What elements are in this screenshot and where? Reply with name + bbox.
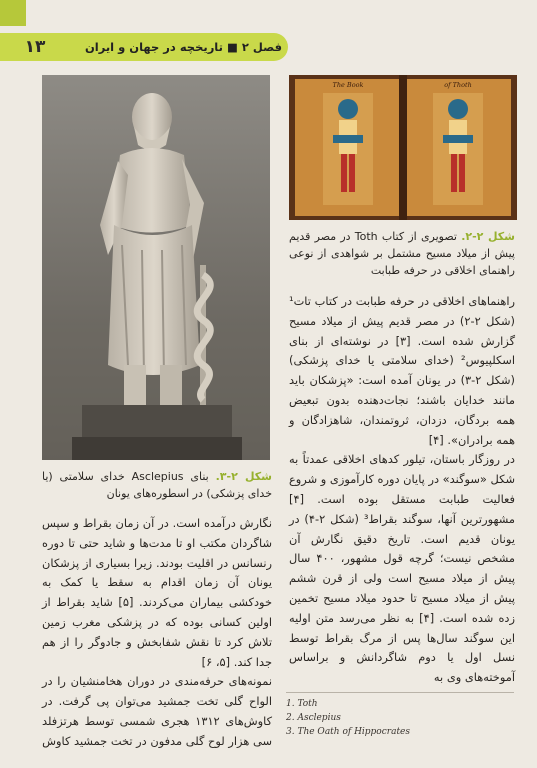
figure-caption-text: تصویری از کتاب Toth در مصر قدیم پیش از میلاد مسیح مشتمل بر شواهدی از نوعی راهنمای اخلاقی در حرفه طبابت xyxy=(289,230,515,277)
book-title-right: of Thoth xyxy=(444,81,472,89)
page-number: ۱۳ xyxy=(24,37,46,57)
paragraph: نمونه‌های حرفه‌مندی در دوران هخامنشیان را در الواح گلی تخت جمشید می‌توان پی گرفت. در کاوش‌های ۱۳۱۲ هجری شمسی توسط هرتزفلد سی هزار لوح گلی مدفون در تخت جمشید کاوش xyxy=(42,674,273,748)
footnote: 2. Asclepius xyxy=(286,713,341,723)
chapter-title: فصل ۲ ■ تاریخچه در جهان و ایران xyxy=(84,40,282,54)
figure-label: شکل ۲-۳. xyxy=(215,470,272,483)
corner-tab xyxy=(0,0,26,26)
paragraph: نگارش درآمده است. در آن زمان بقراط و سپس شاگردان مکتب او تا مدت‌ها و شاید حتی تا دوره رنسانس در اقلیت بودند. زیرا بسیاری از پزشکان یونان آن زمان اقدام به سقط یا کمک به خودکشی بیماران می‌کردند. [۵] شاید بقراط از اولین کسانی بوده که در پزشکی مغرب زمین تلاش کرد تا نقش شفابخش و جادوگر را از هم جدا کند. [۵، ۶] xyxy=(42,516,272,669)
footnote-divider xyxy=(286,692,514,693)
footnote: 3. The Oath of Hippocrates xyxy=(286,727,411,737)
figure-caption-book xyxy=(289,228,515,279)
paragraph: در روزگار باستان، تیلور کدهای اخلاقی عمدتاً به شکل «سوگند» در پایان دوره کارآموزی و شروع فعالیت طبابت مستقل بوده است. [۴] مشهورترین آنها، سوگند بقراط³ (شکل ۲-۴) در یونان قدیم است. تاریخ دقیق نگارش آن مشخص نیست؛ گرچه قول مشهور، ۴۰۰ سال پیش از میلاد مسیح است ولی از قرن ششم پیش از میلاد مسیح تا حدود میلاد مسیح تخمین زده شده است. [۴] به نظر می‌رسد متن اولیه این سوگند سال‌ها پس از مرگ بقراط توسط نسل اول یا دوم شاگردانش و براساس آموخته‌های وی به xyxy=(289,452,515,685)
asclepius-statue-photo xyxy=(42,75,270,460)
figure-caption-text: بنای Asclepius خدای سلامتی (یا خدای پزشکی) در اسطوره‌های یونان xyxy=(42,470,272,500)
figure-label: شکل ۲-۲. xyxy=(461,230,515,243)
book-of-thoth-image xyxy=(289,75,517,220)
figure-caption-statue xyxy=(42,468,272,502)
footnotes xyxy=(286,697,514,739)
paragraph: راهنماهای اخلاقی در حرفه طبابت در کتاب تات¹ (شکل ۲-۲) در مصر قدیم پیش از میلاد مسیح گزارش شده است. [۳] در نوشته‌ای از بنای اسکلپیوس² (خدای سلامتی یا خدای پزشکی) (شکل ۲-۳) در یونان آمده است: «پزشکان باید مانند خدایان باشند؛ نجات‌دهنده بدون تبعیض همه بردگان، دزدان، ثروتمندان، شاهزادگان و همه برادران». [۴] xyxy=(289,294,515,447)
left-column-text xyxy=(42,514,272,752)
right-column-text xyxy=(289,292,515,688)
footnote: 1. Toth xyxy=(286,699,318,709)
book-title-left: The Book xyxy=(332,81,364,89)
